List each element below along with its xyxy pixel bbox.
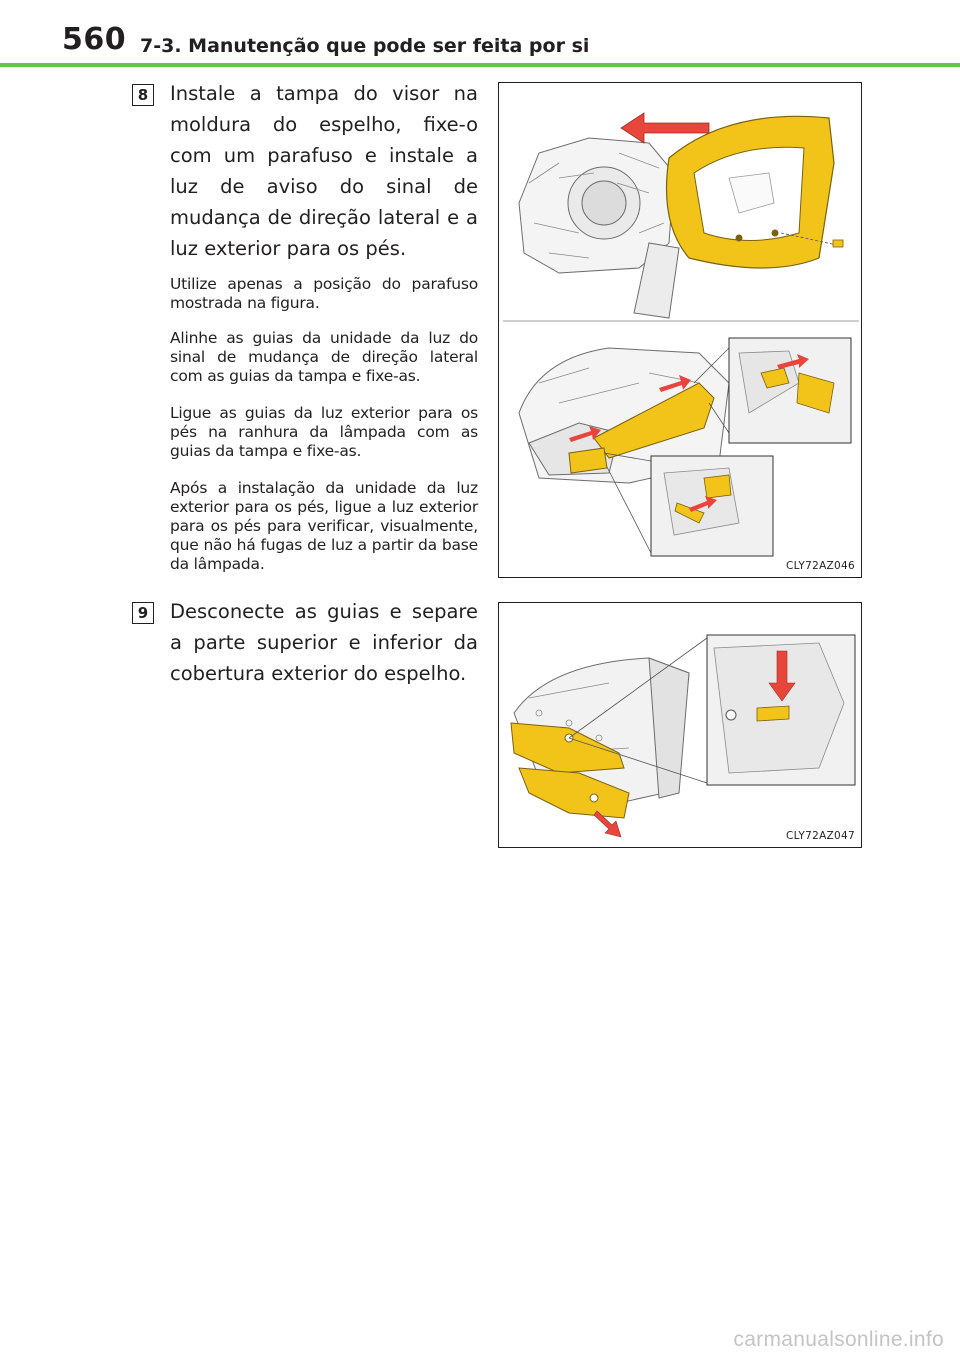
step-number-8: 8 — [132, 84, 154, 106]
page-number: 560 — [62, 22, 127, 57]
step-9-instruction: Desconecte as guias e separe a parte superior e inferior da cobertura exterior do espelho. — [170, 600, 478, 685]
page-header — [0, 0, 960, 70]
step-8-note-4: Após a instalação da unidade da luz exterior para os pés, ligue a luz exterior para os pés para verificar, visualmente, que não há fugas de luz a partir da base da lâmpada. — [170, 479, 478, 573]
step-8-note-2: Alinhe as guias da unidade da luz do sinal de mudança de direção lateral com as guias da tampa e fixe-as. — [170, 329, 478, 385]
step-8-note-1: Utilize apenas a posição do parafuso mostrada na figura. — [170, 275, 478, 312]
section-title: 7-3. Manutenção que pode ser feita por si — [140, 35, 590, 57]
mirror-cover-install-illustration — [499, 83, 862, 578]
step-8-instruction: Instale a tampa do visor na moldura do espelho, fixe-o com um parafuso e instale a luz de aviso do sinal de mudança de direção lateral e a luz exterior para os pés. — [170, 82, 478, 260]
watermark: carmanualsonline.info — [733, 1328, 944, 1351]
step-number-9: 9 — [132, 602, 154, 624]
figure-code: CLY72AZ047 — [786, 830, 855, 842]
step-8-note-3: Ligue as guias da luz exterior para os pés na ranhura da lâmpada com as guias da tampa e fixe-as. — [170, 404, 478, 460]
figure-step-8 — [498, 82, 862, 578]
header-rule — [0, 63, 960, 67]
figure-code: CLY72AZ046 — [786, 560, 855, 572]
mirror-cover-separate-illustration — [499, 603, 862, 848]
figure-step-9 — [498, 602, 862, 848]
